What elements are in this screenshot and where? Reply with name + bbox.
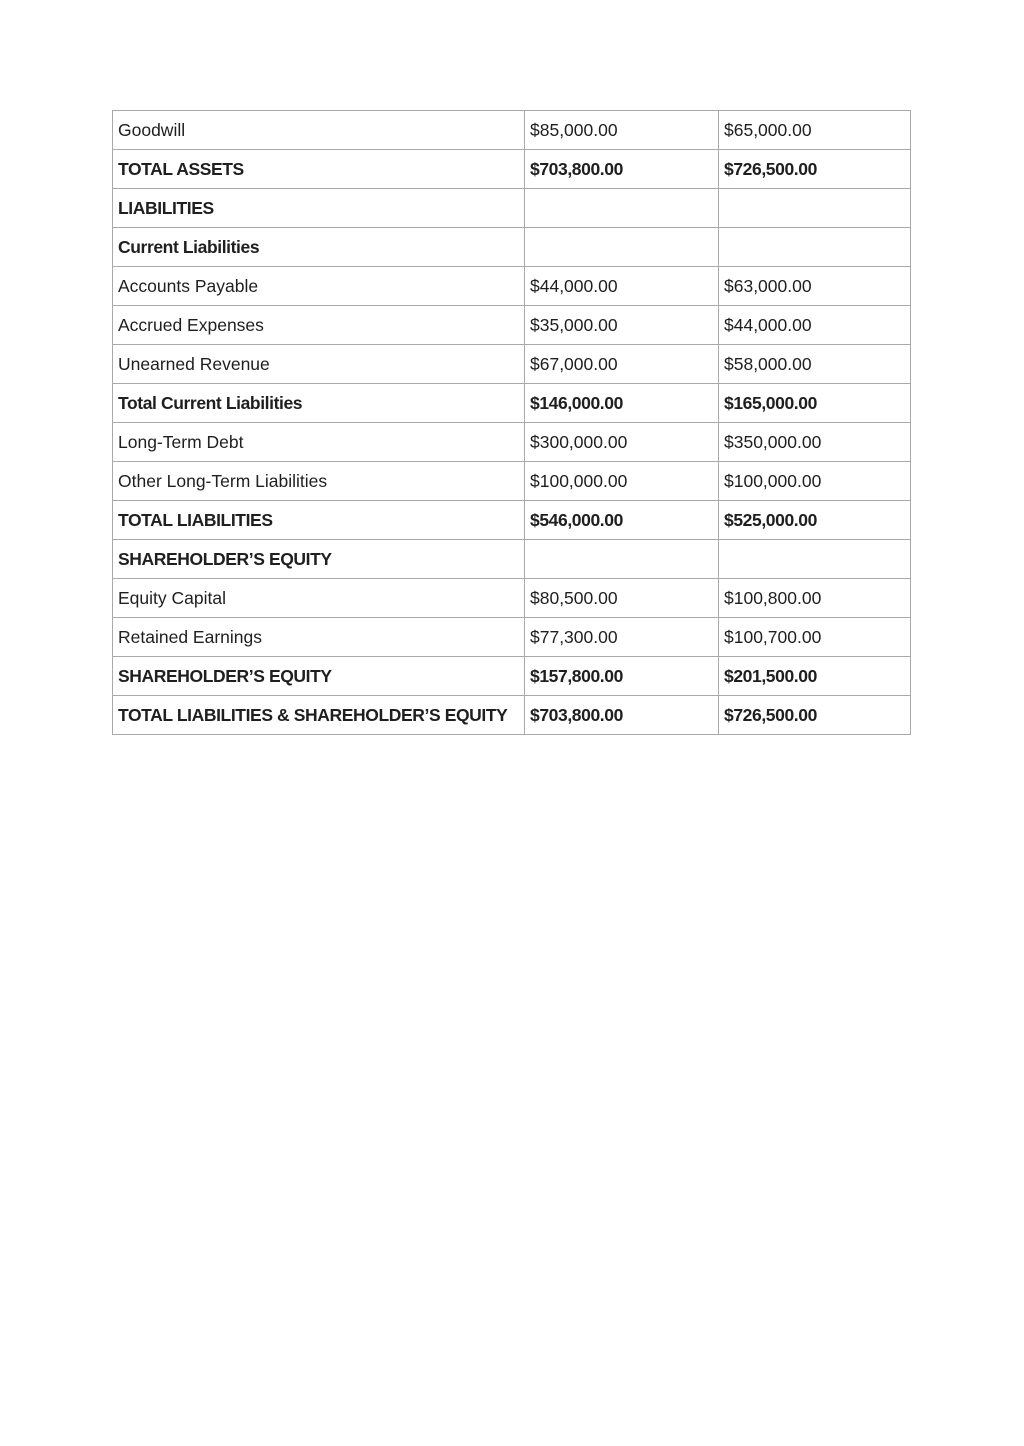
table-row	[113, 111, 911, 150]
value-col-1: $67,000.00	[525, 345, 719, 384]
row-label: Goodwill	[113, 111, 525, 150]
row-label: Total Current Liabilities	[113, 384, 525, 423]
table-row	[113, 345, 911, 384]
value-col-2: $726,500.00	[719, 150, 911, 189]
value-col-1	[525, 228, 719, 267]
row-label: TOTAL LIABILITIES	[113, 501, 525, 540]
value-col-2: $165,000.00	[719, 384, 911, 423]
value-col-2: $201,500.00	[719, 657, 911, 696]
row-label: Current Liabilities	[113, 228, 525, 267]
value-col-1: $77,300.00	[525, 618, 719, 657]
value-col-1	[525, 189, 719, 228]
value-col-2	[719, 228, 911, 267]
value-col-1: $80,500.00	[525, 579, 719, 618]
value-col-1: $146,000.00	[525, 384, 719, 423]
value-col-1: $703,800.00	[525, 150, 719, 189]
table-row	[113, 618, 911, 657]
value-col-2: $350,000.00	[719, 423, 911, 462]
table-row	[113, 540, 911, 579]
value-col-2: $65,000.00	[719, 111, 911, 150]
value-col-2: $44,000.00	[719, 306, 911, 345]
value-col-1: $100,000.00	[525, 462, 719, 501]
row-label: TOTAL LIABILITIES & SHAREHOLDER’S EQUITY	[113, 696, 525, 735]
value-col-1: $44,000.00	[525, 267, 719, 306]
value-col-2: $525,000.00	[719, 501, 911, 540]
row-label: Retained Earnings	[113, 618, 525, 657]
row-label: TOTAL ASSETS	[113, 150, 525, 189]
row-label: Long-Term Debt	[113, 423, 525, 462]
table-row	[113, 150, 911, 189]
balance-sheet-table	[112, 110, 911, 735]
row-label: Accrued Expenses	[113, 306, 525, 345]
table-row	[113, 501, 911, 540]
table-row	[113, 579, 911, 618]
row-label: Equity Capital	[113, 579, 525, 618]
value-col-1: $546,000.00	[525, 501, 719, 540]
value-col-2: $100,700.00	[719, 618, 911, 657]
balance-sheet-body	[113, 111, 911, 735]
row-label: Unearned Revenue	[113, 345, 525, 384]
value-col-2: $100,800.00	[719, 579, 911, 618]
table-row	[113, 696, 911, 735]
table-row	[113, 267, 911, 306]
row-label: LIABILITIES	[113, 189, 525, 228]
table-row	[113, 384, 911, 423]
row-label: SHAREHOLDER’S EQUITY	[113, 657, 525, 696]
table-row	[113, 423, 911, 462]
table-row	[113, 657, 911, 696]
value-col-1: $703,800.00	[525, 696, 719, 735]
value-col-1: $85,000.00	[525, 111, 719, 150]
value-col-2: $63,000.00	[719, 267, 911, 306]
table-row	[113, 462, 911, 501]
table-row	[113, 306, 911, 345]
value-col-2	[719, 540, 911, 579]
row-label: Accounts Payable	[113, 267, 525, 306]
row-label: Other Long-Term Liabilities	[113, 462, 525, 501]
table-row	[113, 189, 911, 228]
value-col-2: $58,000.00	[719, 345, 911, 384]
table-row	[113, 228, 911, 267]
value-col-2: $100,000.00	[719, 462, 911, 501]
value-col-2	[719, 189, 911, 228]
value-col-1: $157,800.00	[525, 657, 719, 696]
value-col-2: $726,500.00	[719, 696, 911, 735]
value-col-1: $35,000.00	[525, 306, 719, 345]
value-col-1	[525, 540, 719, 579]
row-label: SHAREHOLDER’S EQUITY	[113, 540, 525, 579]
value-col-1: $300,000.00	[525, 423, 719, 462]
